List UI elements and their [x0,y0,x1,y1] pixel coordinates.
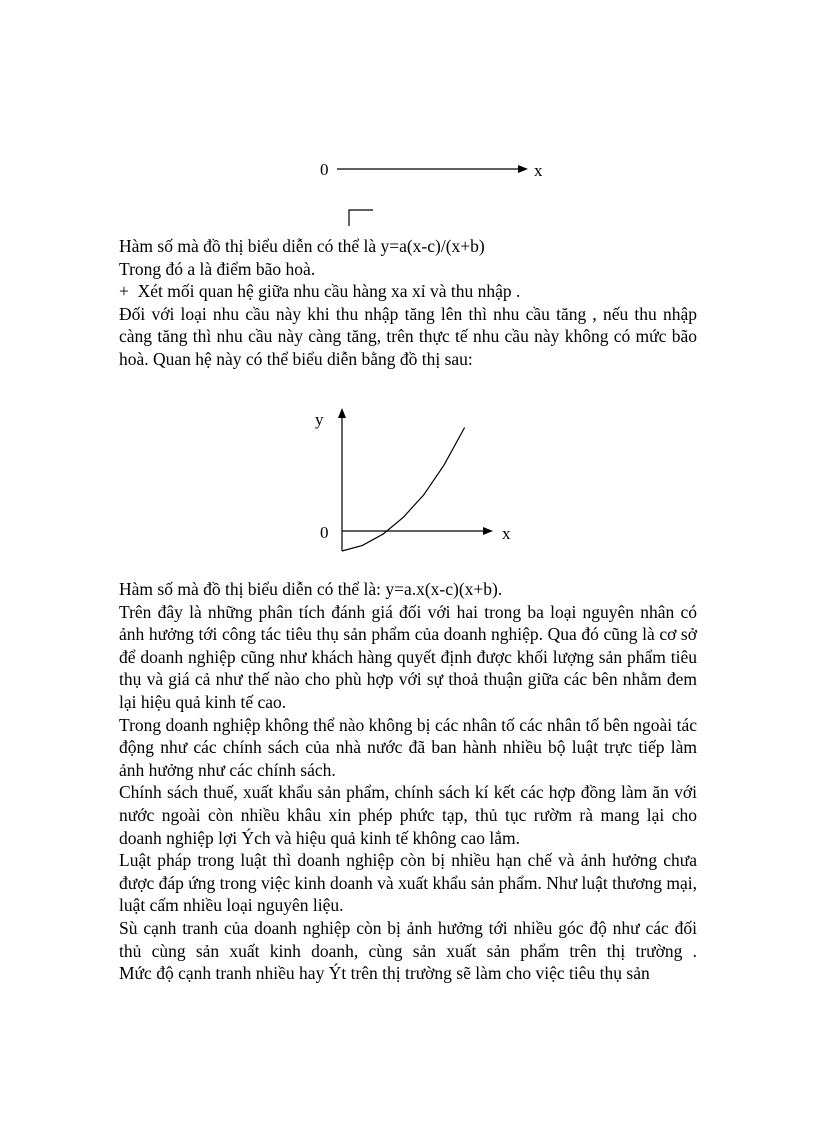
graph-1-x-arrowhead [518,165,528,173]
graph-2-y-arrowhead [338,408,346,418]
text-line: Trong đó a là điểm bão hoà. [119,258,316,279]
graph-1-origin-label: 0 [320,160,329,179]
text-block-1 [119,235,697,371]
graph-2-x-label: x [502,524,511,543]
graph-1-x-label: x [534,161,543,180]
paragraph: Trên đây là những phân tích đánh giá đối với hai trong ba loại nguyên nhân có ảnh hưởng tới công tác tiêu thụ sản phẩm của doanh nghiệp. Qua đó cũng là cơ sở để doanh nghiệp cũng như khách hàng quyết định được khối lượng sản phẩm tiêu thụ và giá cả như thế nào cho phù hợp với sự thoả thuận giữa các bên nhằm đem lại hiệu quả kinh tế cao. [119,601,697,712]
graph-2-svg [305,405,525,555]
text-block-2 [119,578,697,985]
graph-2-curve [342,428,465,552]
text-line: Hàm số mà đồ thị biểu diễn có thể là y=a(x-c)/(x+b) [119,236,485,256]
graph-2-origin-label: 0 [320,523,329,542]
paragraph: Trong doanh nghiệp không thể nào không bị các nhân tố các nhân tố bên ngoài tác động như các chính sách của nhà nước đã ban hành nhiều bộ luật trực tiếp làm ảnh hưởng như các chính sách. [119,714,697,780]
text-line: + Xét mối quan hệ giữa nhu cầu hàng xa xỉ và thu nhập . [119,281,521,302]
graph-2 [305,405,525,555]
paragraph: Đối với loại nhu cầu này khi thu nhập tăng lên thì nhu cầu tăng , nếu thu nhập càng tăng thì nhu cầu này càng tăng, trên thực tế nhu cầu này không có mức bão hoà. Quan hệ này có thể biểu diễn bằng đồ thị sau: [119,303,697,369]
paragraph: Luật pháp trong luật thì doanh nghiệp còn bị nhiều hạn chế và ảnh hưởng chưa được đáp ứng trong việc kinh doanh và xuất khẩu sản phẩm. Như luật thương mại, luật cấm nhiều loại nguyên liệu. [119,850,697,916]
paragraph: Chính sách thuế, xuất khẩu sản phẩm, chính sách kí kết các hợp đồng làm ăn với nước ngoài còn nhiều khâu xin phép phức tạp, thủ tục rườm rà mang lại cho doanh nghiệp lợi Ých và hiệu quả kinh tế không cao lắm. [119,782,697,848]
graph-2-x-arrowhead [483,527,493,535]
text-line: Hàm số mà đồ thị biểu diễn có thể là: y=a.x(x-c)(x+b). [119,579,503,599]
graph-2-y-label: y [315,410,324,429]
text-line: Mức độ cạnh tranh nhiều hay Ýt trên thị trường sẽ làm cho việc tiêu thụ sản [119,963,650,984]
paragraph: Sù cạnh tranh của doanh nghiệp còn bị ảnh hưởng tới nhiều góc độ như các đối thủ cùng sản xuất kinh doanh, cùng sản xuất sản phẩm trên thị trường . [119,917,697,961]
graph-1-svg [310,155,560,225]
graph-1 [310,155,560,225]
graph-1-y-axis-top [349,210,373,226]
